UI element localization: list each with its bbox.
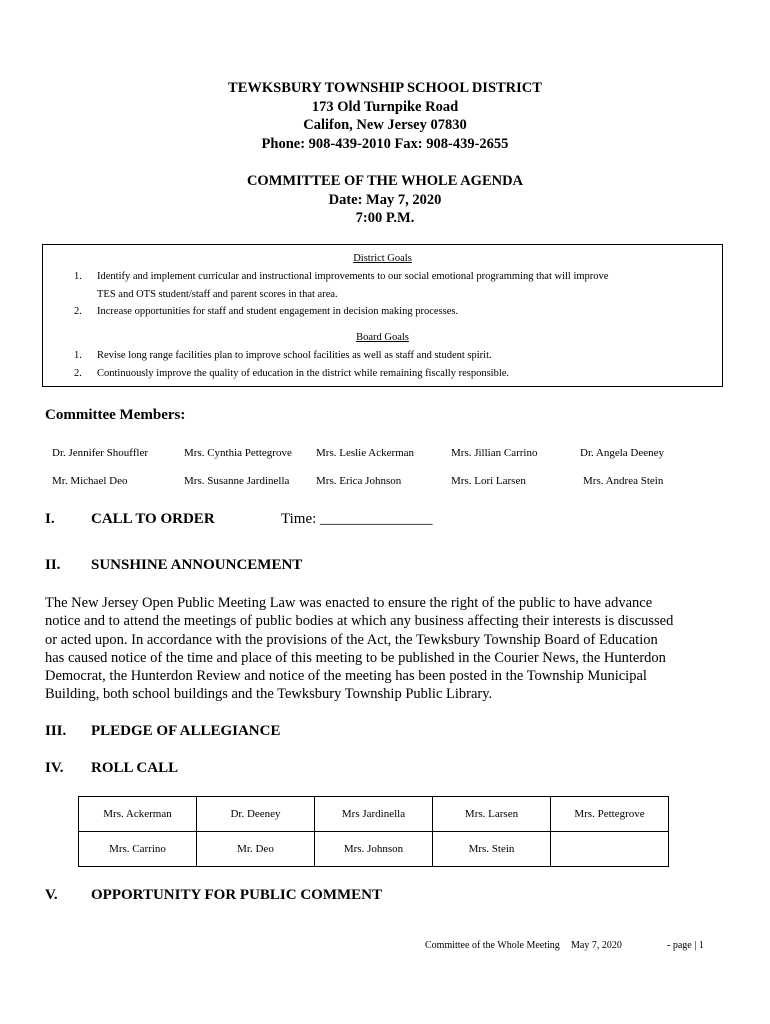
goal-number: 1. [74,271,82,282]
district-address: 173 Old Turnpike Road [311,98,459,115]
agenda-date: Date: May 7, 2020 [328,191,442,208]
roll-call-cell: Mr. Deo [197,832,315,867]
paragraph-line: has caused notice of the time and place of this meeting to be published in the Courier News, the Hunterdon [45,649,666,666]
footer-page-number: - page | 1 [667,940,704,951]
committee-member: Dr. Jennifer Shouffler [52,447,149,459]
goal-number: 2. [74,306,82,317]
board-goals-title: Board Goals [356,332,409,343]
agenda-heading [0,172,770,228]
paragraph-line: or acted upon. In accordance with the provisions of the Act, the Tewksbury Township Board of Education [45,631,658,648]
agenda-title: COMMITTEE OF THE WHOLE AGENDA [246,173,524,189]
roll-call-cell: Mrs. Pettegrove [551,797,669,832]
roll-call-cell: Mrs. Carrino [79,832,197,867]
roll-call-cell [551,832,669,867]
committee-member: Mrs. Leslie Ackerman [316,447,415,459]
roll-call-cell: Mrs. Ackerman [79,797,197,832]
goal-text: Revise long range facilities plan to improve school facilities as well as staff and student spirit. [97,350,492,361]
section-number: II. [45,557,61,573]
section-title: OPPORTUNITY FOR PUBLIC COMMENT [91,887,382,903]
sunshine-paragraph [45,594,710,704]
footer-date: May 7, 2020 [571,940,622,951]
committee-member: Mrs. Erica Johnson [316,475,402,487]
roll-call-table [78,796,669,867]
section-number: IV. [45,760,64,776]
section-title: ROLL CALL [91,760,179,776]
paragraph-line: The New Jersey Open Public Meeting Law was enacted to ensure the right of the public to have advance [45,595,653,611]
table-row [79,832,669,867]
section-number: I. [45,511,55,527]
committee-member: Mrs. Lori Larsen [451,475,526,487]
goal-text: TES and OTS student/staff and parent scores in that area. [97,289,338,300]
section-number: V. [45,887,58,903]
goals-box [42,244,723,387]
committee-members-title: Committee Members: [45,407,186,423]
time-field-label: Time: _______________ [281,511,433,527]
paragraph-line: Building, both school buildings and the Tewksbury Township Public Library. [45,686,493,703]
section-title: SUNSHINE ANNOUNCEMENT [91,557,303,573]
roll-call-cell: Mrs. Larsen [433,797,551,832]
section-title: PLEDGE OF ALLEGIANCE [91,723,281,739]
committee-member: Mrs. Andrea Stein [583,475,664,487]
goal-number: 1. [74,350,82,361]
committee-member: Mrs. Susanne Jardinella [184,475,290,487]
goal-text: Identify and implement curricular and instructional improvements to our social emotional programming that will improve [97,271,609,282]
district-header [0,79,770,153]
footer-meeting: Committee of the Whole Meeting [425,940,560,951]
district-goals-title: District Goals [353,253,412,264]
table-row [79,797,669,832]
committee-member: Mr. Michael Deo [52,475,128,487]
roll-call-cell: Dr. Deeney [197,797,315,832]
committee-member: Dr. Angela Deeney [580,447,664,459]
paragraph-line: Democrat, the Hunterdon Review and notice of the meeting has been posted in the Township Municipal [45,668,647,685]
goal-text: Increase opportunities for staff and student engagement in decision making processes. [97,306,459,317]
section-title: CALL TO ORDER [91,511,215,527]
committee-member: Mrs. Jillian Carrino [451,447,538,459]
goal-number: 2. [74,368,82,379]
roll-call-cell: Mrs. Johnson [315,832,433,867]
district-city: Califon, New Jersey 07830 [303,117,467,133]
agenda-time: 7:00 P.M. [355,210,415,226]
section-number: III. [45,723,67,739]
goal-text: Continuously improve the quality of education in the district while remaining fiscally responsible. [97,368,510,379]
committee-member: Mrs. Cynthia Pettegrove [184,447,292,459]
paragraph-line: notice and to attend the meetings of public bodies at which any business affecting their interests is discussed [45,613,674,630]
district-name: TEWKSBURY TOWNSHIP SCHOOL DISTRICT [228,80,542,96]
district-phone: Phone: 908-439-2010 Fax: 908-439-2655 [261,135,509,152]
roll-call-cell: Mrs Jardinella [315,797,433,832]
roll-call-cell: Mrs. Stein [433,832,551,867]
